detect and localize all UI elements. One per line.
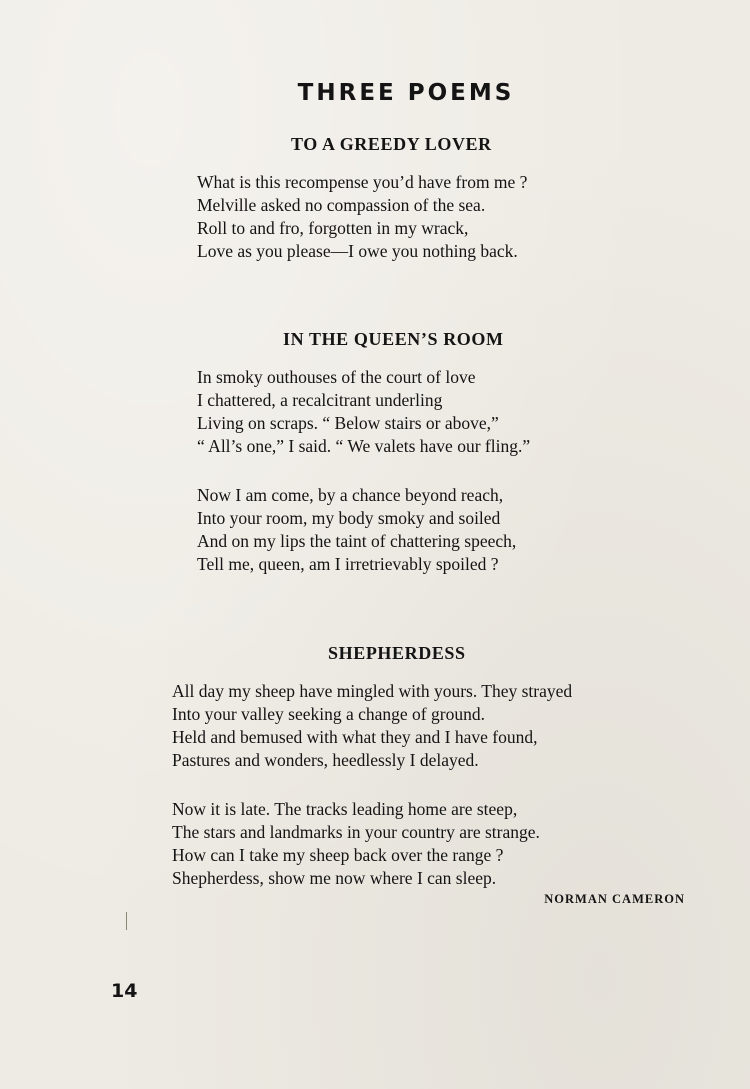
- poem-line: The stars and landmarks in your country are strange.: [172, 822, 540, 842]
- author-name: NORMAN CAMERON: [544, 892, 685, 906]
- poem-title-shepherdess: SHEPHERDESS: [328, 643, 466, 663]
- poem-line: And on my lips the taint of chattering speech,: [197, 531, 517, 551]
- poem-line: “ All’s one,” I said. “ We valets have our fling.”: [197, 436, 531, 456]
- poem-line: How can I take my sheep back over the range ?: [172, 845, 504, 865]
- poem-3-stanza-1: [172, 680, 572, 772]
- poem-line: Melville asked no compassion of the sea.: [197, 195, 486, 215]
- poem-title-to-a-greedy-lover: TO A GREEDY LOVER: [291, 134, 492, 154]
- page-number: 14: [111, 980, 138, 1002]
- page-title: THREE POEMS: [297, 80, 515, 106]
- poem-line: Into your valley seeking a change of ground.: [172, 704, 485, 724]
- poem-line: In smoky outhouses of the court of love: [197, 367, 476, 387]
- poem-line: Now I am come, by a chance beyond reach,: [197, 485, 504, 505]
- poem-line: Pastures and wonders, heedlessly I delayed.: [172, 750, 479, 770]
- poem-line: Now it is late. The tracks leading home are steep,: [172, 799, 518, 819]
- poem-line: Tell me, queen, am I irretrievably spoiled ?: [197, 554, 499, 574]
- poem-line: Shepherdess, show me now where I can sleep.: [172, 868, 497, 888]
- poem-1-stanza-1: [197, 171, 527, 263]
- poem-title-in-the-queens-room: IN THE QUEEN’S ROOM: [283, 329, 504, 349]
- poem-line: Living on scraps. “ Below stairs or above,”: [197, 413, 499, 433]
- poem-2-stanza-1: [197, 366, 530, 458]
- poem-line: Love as you please—I owe you nothing back.: [197, 241, 518, 261]
- poem-line: All day my sheep have mingled with yours. They strayed: [172, 681, 573, 701]
- poem-line: I chattered, a recalcitrant underling: [197, 390, 443, 410]
- poem-line: What is this recompense you’d have from me ?: [197, 172, 528, 192]
- poem-line: Into your room, my body smoky and soiled: [197, 508, 501, 528]
- poem-line: Roll to and fro, forgotten in my wrack,: [197, 218, 469, 238]
- poem-line: Held and bemused with what they and I have found,: [172, 727, 538, 747]
- poem-2-stanza-2: [197, 484, 516, 576]
- poem-3-stanza-2: [172, 798, 540, 890]
- margin-mark: [126, 912, 127, 930]
